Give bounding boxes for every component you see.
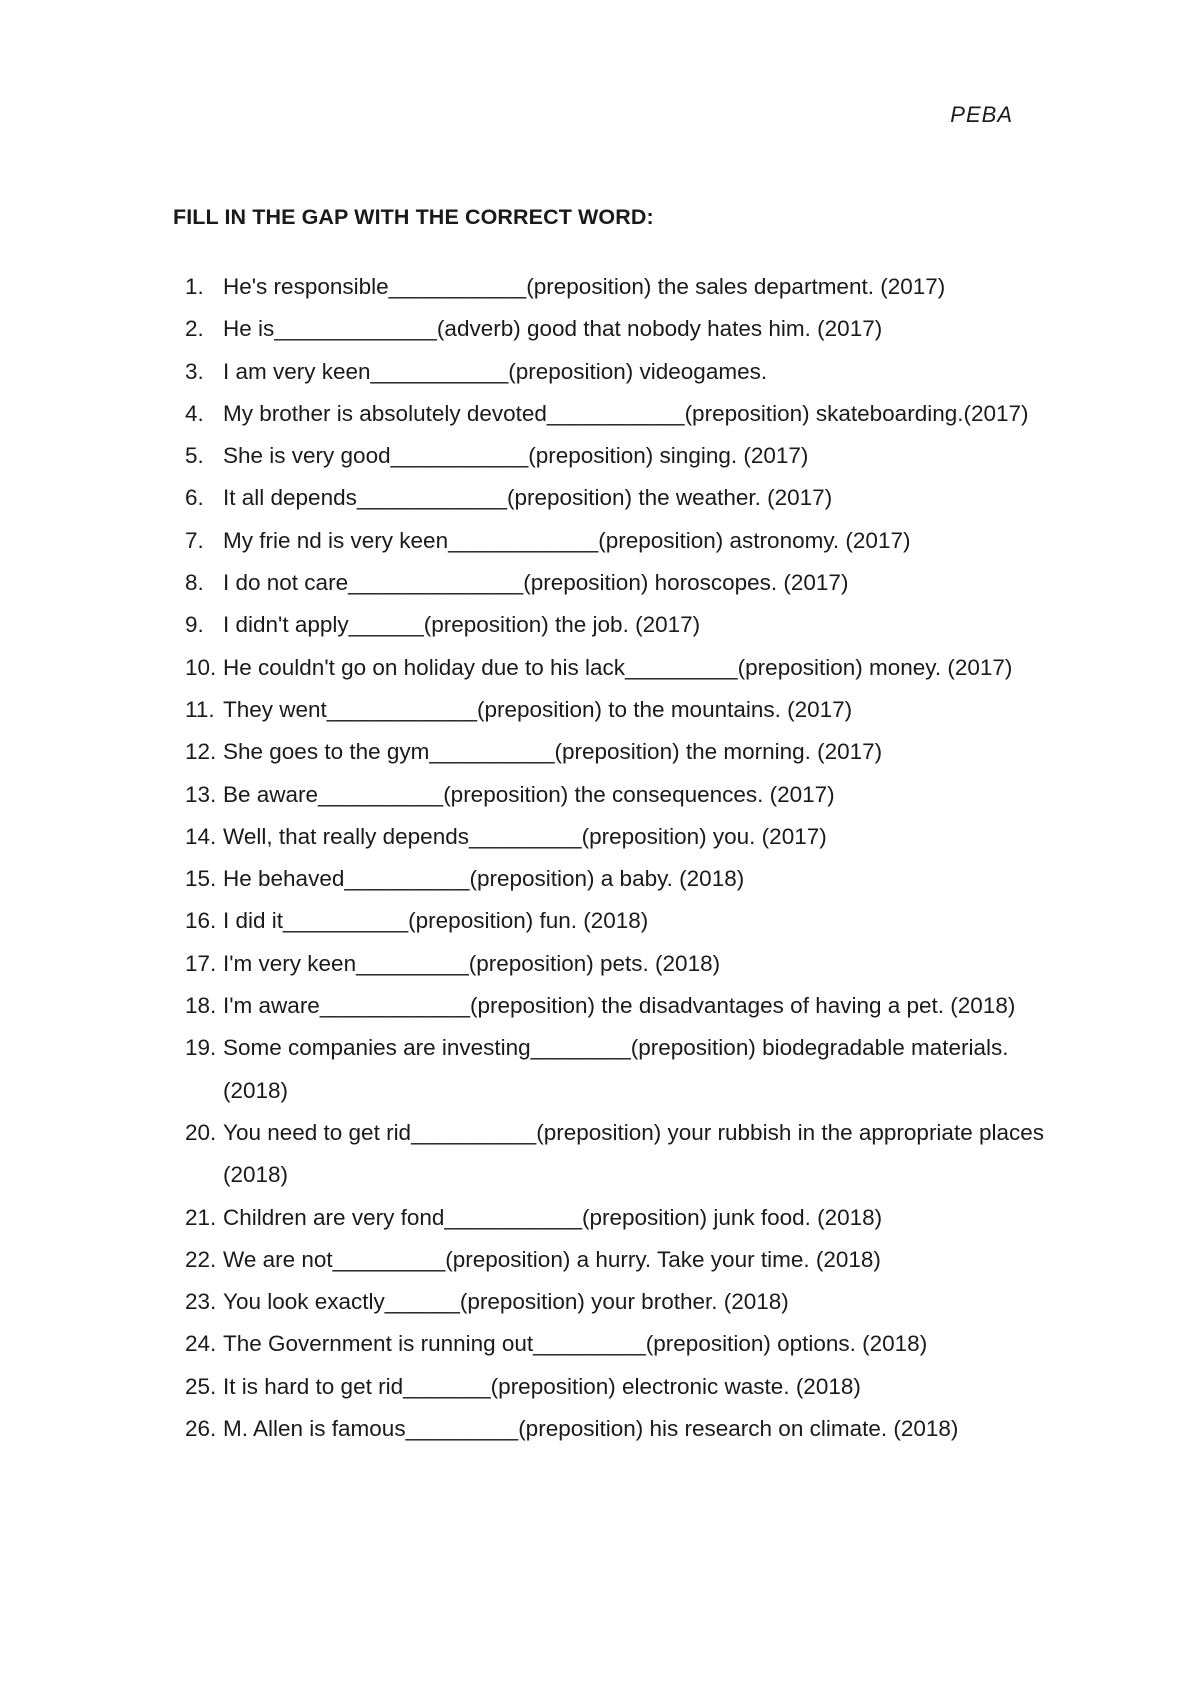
exercise-sentence: I didn't apply______(preposition) the job. (2017) bbox=[223, 612, 701, 638]
exercise-number: 11. bbox=[185, 696, 215, 722]
exercise-item bbox=[185, 689, 1045, 731]
exercise-item bbox=[185, 351, 1045, 393]
exercise-number: 3. bbox=[185, 358, 204, 384]
exercise-number: 4. bbox=[185, 400, 204, 426]
exercise-item bbox=[185, 1239, 1045, 1281]
exercise-list bbox=[185, 266, 1045, 1450]
exercise-sentence: My brother is absolutely devoted___________(preposition) skateboarding.(2017) bbox=[223, 400, 1029, 426]
exercise-number: 19. bbox=[185, 1035, 217, 1061]
exercise-number: 2. bbox=[185, 316, 204, 342]
exercise-item bbox=[185, 308, 1045, 350]
exercise-number: 12. bbox=[185, 739, 217, 765]
exercise-item bbox=[185, 816, 1045, 858]
exercise-item bbox=[185, 1366, 1045, 1408]
exercise-number: 18. bbox=[185, 993, 217, 1019]
exercise-item bbox=[185, 266, 1045, 308]
exercise-item bbox=[185, 435, 1045, 477]
exercise-item bbox=[185, 985, 1045, 1027]
exercise-item bbox=[185, 1408, 1045, 1450]
exercise-number: 21. bbox=[185, 1204, 217, 1230]
exercise-item bbox=[185, 562, 1045, 604]
exercise-sentence: I do not care______________(preposition) horoscopes. (2017) bbox=[223, 570, 849, 596]
exercise-sentence: He couldn't go on holiday due to his lack_________(preposition) money. (2017) bbox=[223, 654, 1013, 680]
exercise-number: 20. bbox=[185, 1119, 217, 1145]
exercise-sentence: I am very keen___________(preposition) videogames. bbox=[223, 358, 768, 384]
exercise-sentence: He is_____________(adverb) good that nobody hates him. (2017) bbox=[223, 316, 883, 342]
exercise-sentence: He behaved__________(preposition) a baby. (2018) bbox=[223, 866, 745, 892]
exercise-sentence: Children are very fond___________(preposition) junk food. (2018) bbox=[223, 1204, 883, 1230]
exercise-number: 1. bbox=[185, 274, 204, 299]
exercise-sentence: Well, that really depends_________(preposition) you. (2017) bbox=[223, 823, 827, 849]
exercise-item bbox=[185, 731, 1045, 773]
exercise-sentence: We are not_________(preposition) a hurry. Take your time. (2018) bbox=[223, 1246, 881, 1272]
exercise-number: 15. bbox=[185, 866, 217, 892]
exercise-sentence: I'm aware____________(preposition) the disadvantages of having a pet. (2018) bbox=[223, 993, 1016, 1019]
exercise-sentence: Some companies are investing________(preposition) biodegradable materials. (2018) bbox=[223, 1035, 1009, 1103]
exercise-sentence: It is hard to get rid_______(preposition) electronic waste. (2018) bbox=[223, 1373, 861, 1399]
exercise-sentence: You look exactly______(preposition) your brother. (2018) bbox=[223, 1289, 789, 1315]
exercise-sentence: M. Allen is famous_________(preposition) his research on climate. (2018) bbox=[223, 1416, 959, 1442]
exercise-item bbox=[185, 647, 1045, 689]
exercise-sentence: He's responsible___________(preposition) the sales department. (2017) bbox=[223, 274, 946, 299]
exercise-sentence: My frie nd is very keen____________(preposition) astronomy. (2017) bbox=[223, 527, 911, 553]
exercise-number: 22. bbox=[185, 1246, 217, 1272]
exercise-number: 6. bbox=[185, 485, 204, 511]
exercise-item bbox=[185, 1281, 1045, 1323]
exercise-item bbox=[185, 900, 1045, 942]
worksheet-title: FILL IN THE GAP WITH THE CORRECT WORD: bbox=[173, 205, 654, 229]
header-label: PEBA bbox=[950, 102, 1013, 127]
exercise-item bbox=[185, 1027, 1045, 1112]
exercise-item bbox=[185, 477, 1045, 519]
exercise-item bbox=[185, 1197, 1045, 1239]
exercise-item bbox=[185, 393, 1045, 435]
exercise-sentence: She goes to the gym__________(preposition) the morning. (2017) bbox=[223, 739, 883, 765]
exercise-item bbox=[185, 1323, 1045, 1365]
exercise-sentence: She is very good___________(preposition) singing. (2017) bbox=[223, 443, 809, 469]
exercise-item bbox=[185, 520, 1045, 562]
exercise-item bbox=[185, 943, 1045, 985]
exercise-sentence: It all depends____________(preposition) the weather. (2017) bbox=[223, 485, 833, 511]
exercise-number: 8. bbox=[185, 570, 204, 596]
exercise-number: 14. bbox=[185, 823, 217, 849]
exercise-number: 17. bbox=[185, 950, 217, 976]
exercise-number: 13. bbox=[185, 781, 217, 807]
exercise-item bbox=[185, 1112, 1045, 1197]
exercise-number: 5. bbox=[185, 443, 204, 469]
exercise-number: 16. bbox=[185, 908, 217, 934]
exercise-number: 26. bbox=[185, 1416, 217, 1442]
exercise-sentence: I'm very keen_________(preposition) pets. (2018) bbox=[223, 950, 721, 976]
exercise-number: 23. bbox=[185, 1289, 217, 1315]
exercise-number: 25. bbox=[185, 1373, 217, 1399]
exercise-number: 24. bbox=[185, 1331, 217, 1357]
exercise-number: 10. bbox=[185, 654, 217, 680]
exercise-sentence: I did it__________(preposition) fun. (2018) bbox=[223, 908, 649, 934]
exercise-sentence: You need to get rid__________(preposition) your rubbish in the appropriate places (2018) bbox=[223, 1119, 1044, 1188]
exercise-number: 7. bbox=[185, 527, 204, 553]
exercise-item bbox=[185, 774, 1045, 816]
exercise-item bbox=[185, 858, 1045, 900]
exercise-sentence: Be aware__________(preposition) the consequences. (2017) bbox=[223, 781, 835, 807]
exercise-sentence: They went____________(preposition) to the mountains. (2017) bbox=[223, 696, 853, 722]
exercise-sentence: The Government is running out_________(preposition) options. (2018) bbox=[223, 1331, 928, 1357]
exercise-item bbox=[185, 604, 1045, 646]
exercise-number: 9. bbox=[185, 612, 204, 638]
